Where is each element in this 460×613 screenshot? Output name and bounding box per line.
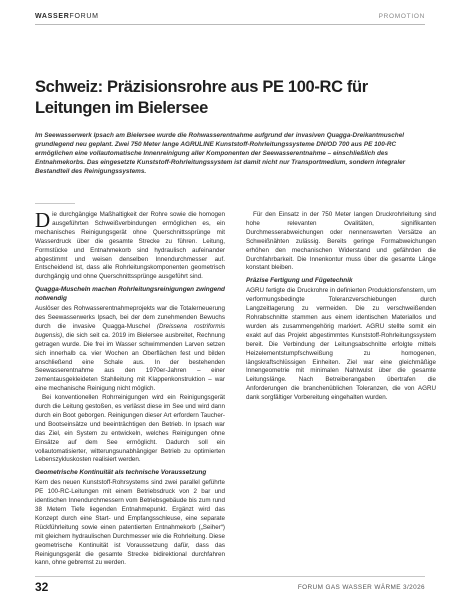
- body-paragraph: [35, 208, 225, 282]
- magazine-section-brand: [35, 13, 99, 20]
- species-name: (Dreissena rostriformis bugensis): [35, 322, 225, 339]
- footer-rule: [35, 576, 425, 577]
- paragraph-text: Auslöser des Rohwasserentnahmeprojekts war die Totalerneuerung des Seewasserwerks Ipsach, bei der dem zunehmenden Bewuchs durch die invasive Quagga-Muschel: [35, 305, 225, 330]
- subheading: Geometrische Kontinuität als technische Voraussetzung: [35, 469, 207, 477]
- article-title: Schweiz: Präzisionsrohre aus PE 100-RC für Leitungen im Bielersee: [35, 78, 368, 117]
- article-lead: Im Seewasserwerk Ipsach am Bielersee wurde die Rohwasserentnahme aufgrund der invasiven Quagga-Dreikantmuschel grundlegend neu geplant. Zwei 750 Meter lange AGRULINE Kunststoff-Rohrleitungssysteme DN/OD 700 aus PE 100-RC ermöglichen eine vollautomatische Innenreinigung aller Komponenten der Seewasserentnahme – einschließlich des Entnahmekorbs. Das eingesetzte Kunststoff-Rohrleitungssystem ist damit nicht nur Transportmedium, sondern integraler Bestandteil des Reinigungssystems.: [35, 132, 406, 176]
- body-paragraph: AGRU fertigte die Druckrohre in definierten Produktionsfenstern, um verformungsbedingte Toleranzverschiebungen durch Langzeitlagerung zu vermeiden. Die zu verschweißenden Rohrabschnitte stammen aus einem identischen Materiallos und wurden als zusammengehörig markiert. AGRU stellte somit ein exakt auf das Projekt abgestimmtes Kunststoff-Rohrleitungssystem bereit. Die Verbindung der Leitungsabschnitte erfolgte mittels Heizelementstumpfschweißung zu homogenen, längskraftschlüssigen Einheiten. Ziel war eine gleichmäßige Innengeometrie mit minimalen Nahtwulst über die gesamte Leitungslänge. Nach Betreiberangaben übertrafen die Anforderungen die branchenüblichen Toleranzen, die von AGRU dank sorgfältiger Vorbereitung eingehalten wurden.: [246, 287, 436, 402]
- header-rule: [35, 24, 425, 25]
- lead-divider: [35, 203, 75, 204]
- drop-cap: D: [35, 208, 51, 232]
- issue-info: FORUM GAS WASSER WÄRME 3/2026: [297, 584, 425, 591]
- brand-bold: WASSER: [35, 13, 70, 20]
- body-column-left: [35, 208, 225, 568]
- brand-light: FORUM: [69, 13, 99, 20]
- body-paragraph: Bei konventionellen Rohrreinigungen wird ein Reinigungsgerät durch die Leitung gestoßen, es verlässt diese im See und wird dann durch ein Boot geborgen. Reinigungen dieser Art erfordern Taucher- und Bootseinsätze und beeinträchtigen den Betrieb. In Ipsach war das Ziel, ein System zu entwickeln, welches Reinigungen ohne Einsätze auf dem See ermöglicht. Dadurch soll ein vollautomatisierter, witterungsunabhängiger Betrieb zu optimierten Lebenszykluskosten realisiert werden.: [35, 394, 225, 464]
- body-paragraph: Für den Einsatz in der 750 Meter langen Druckrohrleitung sind hohe relevanten Ovalitäten, signifikanten Durchmesserabweichungen oder nennenswerten Versätze an Schweißnähten zulässig. Bereits geringe Formabweichungen erhöhen den mechanischen Widerstand und gefährden die Durchfahrbarkeit. Die Innenkontur muss über die gesamte Länge konstant bleiben.: [246, 211, 436, 272]
- body-paragraph: [35, 305, 225, 394]
- paragraph-text: ie durchgängige Maßhaltigkeit der Rohre sowie die homogen ausgeführten Schweißverbindungen ermöglichen es, ein mechanisches Reinigungsgerät ohne Querschnittssprünge mit Wasserdruck über die gesamte Strecke zu führen. Leitung, Formstücke und Entnahmekorb sind hydraulisch aufeinander abgestimmt und weisen denselben Innendurchmesser auf. Entscheidend ist, dass alle Rohrleitungskomponenten geometrisch durchgängig und ohne Querschnittssprünge ausgeführt sind.: [35, 211, 225, 281]
- paragraph-text: , die sich seit ca. 2019 im Bielersee ausbreitet, Rechnung getragen wurde. Die frei im Wasser schwimmenden Larven setzen sich innerhalb ca. vier Wochen an Oberflächen fest und bilden anschließend eine Schale aus. In der bestehenden Seewasserentnahme aus den 1970er-Jahren – einer zementausgekleideten Stahlleitung mit Klappenkonstruktion – war eine mechanische Reinigung nicht möglich.: [35, 331, 225, 393]
- page-number: 32: [35, 580, 49, 594]
- body-paragraph: Kern des neuen Kunststoff-Rohrsystems sind zwei parallel geführte PE 100-RC-Leitungen mit einem Betriebsdruck von 2 bar und identischen Innendurchmessern vom Betriebsgebäude bis zum rund 38 Metern Tiefe liegenden Entnahmepunkt. Ergänzt wird das Konzept durch eine Start- und Empfangsschleuse, eine separate Rückführleitung sowie einen patentierten Entnahmekorb („Seiher“) mit gleichem hydraulischen Durchmesser wie die Rohrleitung. Diese geometrische Kontinuität ist Voraussetzung dafür, dass das Reinigungsgerät die gesamte Strecke bidirektional durchfahren kann, ohne gebremst zu werden.: [35, 479, 225, 567]
- subheading: Präzise Fertigung und Fügetechnik: [246, 277, 353, 285]
- subheading: Quagga-Muscheln machen Rohrleitungsreinigungen zwingend notwendig: [35, 286, 225, 303]
- body-column-right: [246, 211, 436, 403]
- section-label: PROMOTION: [378, 13, 425, 20]
- page-header: [35, 8, 425, 24]
